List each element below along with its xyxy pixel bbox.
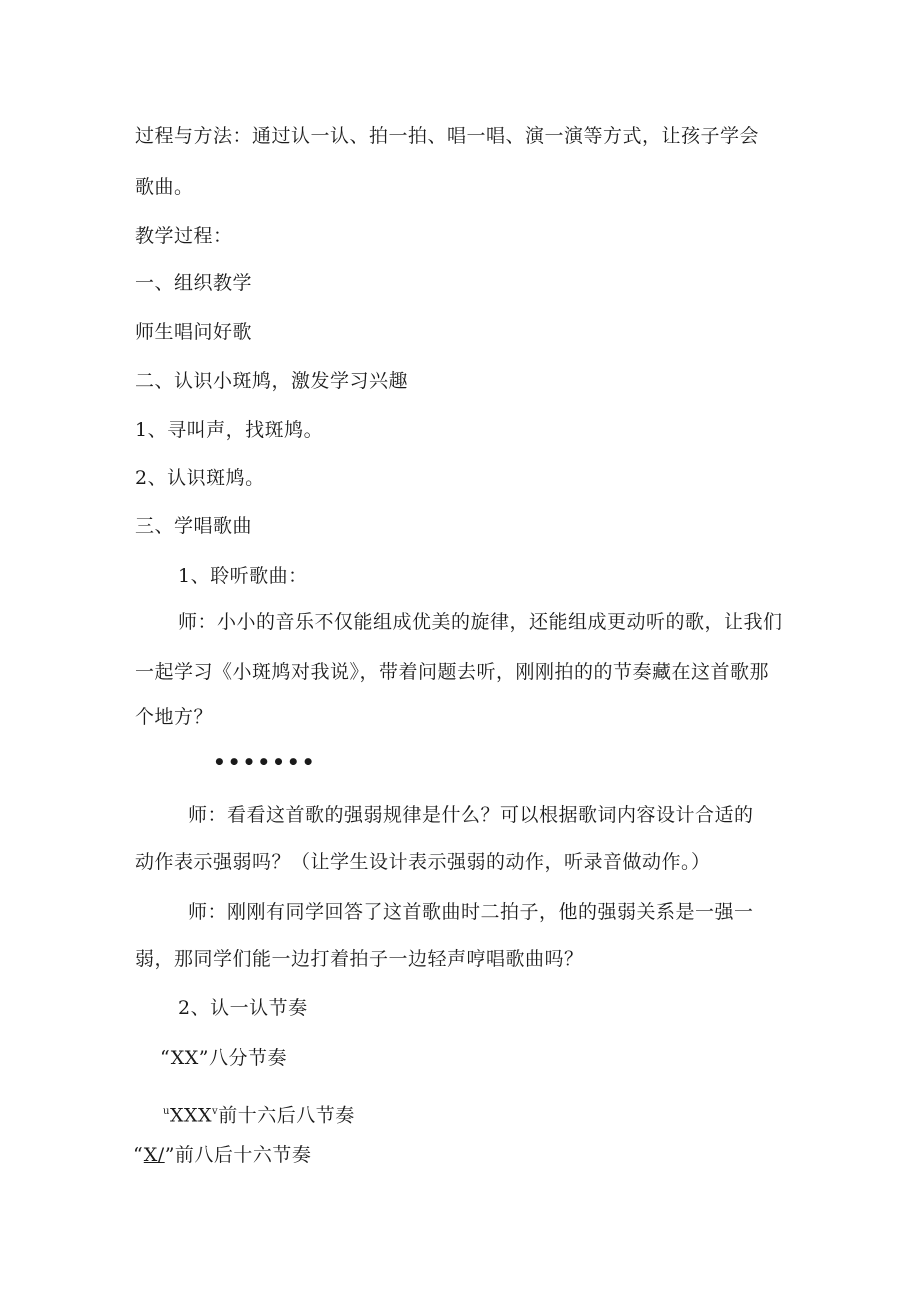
section-heading-teaching-process: 教学过程：: [135, 225, 233, 247]
rhythm-3-open-mark: “: [133, 1144, 144, 1166]
rhythm-2-open-mark: u: [163, 1106, 170, 1117]
paragraph-process-method-cont: 歌曲。: [135, 176, 194, 198]
paragraph-teacher-1-cont: 一起学习《小斑鸠对我说》，带着问题去听，刚刚拍的的节奏藏在这首歌那: [135, 661, 770, 683]
rhythm-sixteenth-eighth: [163, 1100, 355, 1127]
paragraph-teacher-3: 师：刚刚有同学回答了这首歌曲时二拍子，他的强弱关系是一强一: [188, 901, 754, 923]
rhythm-eighth-sixteenth: [133, 1143, 311, 1167]
paragraph-teacher-2-cont: 动作表示强弱吗？（让学生设计表示强弱的动作，听录音做动作。）: [135, 851, 711, 873]
rhythm-3-text: 前八后十六节奏: [174, 1144, 312, 1166]
paragraph-teacher-1: 师：小小的音乐不仅能组成优美的旋律，还能组成更动听的歌，让我们: [178, 611, 783, 633]
paragraph-process-method: 过程与方法：通过认一认、拍一拍、唱一唱、演一演等方式，让孩子学会: [135, 125, 760, 147]
list-item-rhythm: 2、认一认节奏: [178, 997, 308, 1019]
rhythm-2-text: 前十六后八节奏: [218, 1104, 355, 1127]
paragraph-teacher-3-cont: 弱，那同学们能一边打着拍子一边轻声哼唱歌曲吗？: [135, 948, 584, 970]
section-heading-learn-song: 三、学唱歌曲: [135, 515, 253, 537]
list-item-listen-song: 1、聆听歌曲：: [178, 565, 308, 587]
section-heading-know-dove: 二、认识小斑鸠，激发学习兴趣: [135, 370, 409, 392]
rhythm-eighth-notes: “XX”八分节奏: [160, 1047, 288, 1069]
paragraph-teacher-2: 师：看看这首歌的强弱规律是什么？可以根据歌词内容设计合适的: [188, 804, 754, 826]
rhythm-2-notes: XXX: [169, 1104, 213, 1127]
text-greeting-song: 师生唱问好歌: [135, 321, 253, 343]
rhythm-3-close-mark: ”: [164, 1144, 175, 1166]
rhythm-3-notes: X/: [143, 1144, 165, 1166]
rhythm-2-close-mark: v: [212, 1106, 219, 1117]
paragraph-teacher-1-end: 个地方？: [135, 706, 214, 728]
list-item-find-dove: 1、寻叫声，找斑鸠。: [135, 419, 324, 441]
ellipsis-dots: •••••••: [213, 750, 317, 774]
list-item-know-dove: 2、认识斑鸠。: [135, 467, 265, 489]
section-heading-organize: 一、组织教学: [135, 272, 253, 294]
